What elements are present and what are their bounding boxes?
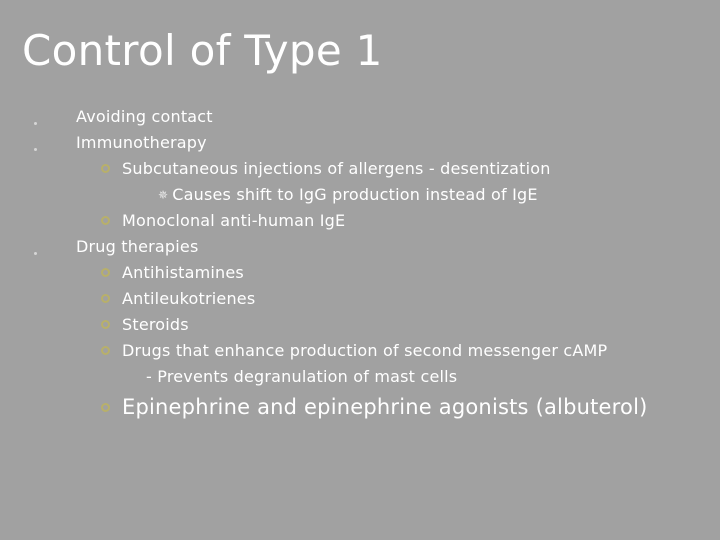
bullet-ring-icon (101, 164, 110, 173)
bullet-causes-shift-text: Causes shift to IgG production instead of IgE (172, 185, 538, 204)
bullet-subcutaneous: Subcutaneous injections of allergens - desentization (122, 159, 551, 178)
bullet-drugs-camp: Drugs that enhance production of second messenger cAMP (122, 341, 608, 360)
bullet-ring-icon (101, 268, 110, 277)
bullet-ring-icon (101, 216, 110, 225)
bullet-causes-shift (158, 187, 538, 203)
bullet-antileukotrienes: Antileukotrienes (122, 289, 256, 308)
bullet-monoclonal: Monoclonal anti-human IgE (122, 211, 346, 230)
bullet-ring-icon (101, 346, 110, 355)
slide-title: Control of Type 1 (22, 26, 383, 75)
bullet-antihistamines: Antihistamines (122, 263, 244, 282)
bullet-dot (34, 122, 37, 125)
bullet-prevents-degranulation: - Prevents degranulation of mast cells (146, 367, 458, 386)
bullet-ring-icon (101, 294, 110, 303)
bullet-immunotherapy: Immunotherapy (76, 133, 207, 152)
bullet-dot (34, 252, 37, 255)
wingding-bullet-icon: ✵ (158, 188, 169, 202)
bullet-drug-therapies: Drug therapies (76, 237, 199, 256)
bullet-ring-icon (101, 403, 110, 412)
bullet-epinephrine: Epinephrine and epinephrine agonists (albuterol) (122, 395, 648, 419)
bullet-steroids: Steroids (122, 315, 189, 334)
bullet-avoiding-contact: Avoiding contact (76, 107, 213, 126)
bullet-dot (34, 148, 37, 151)
bullet-ring-icon (101, 320, 110, 329)
